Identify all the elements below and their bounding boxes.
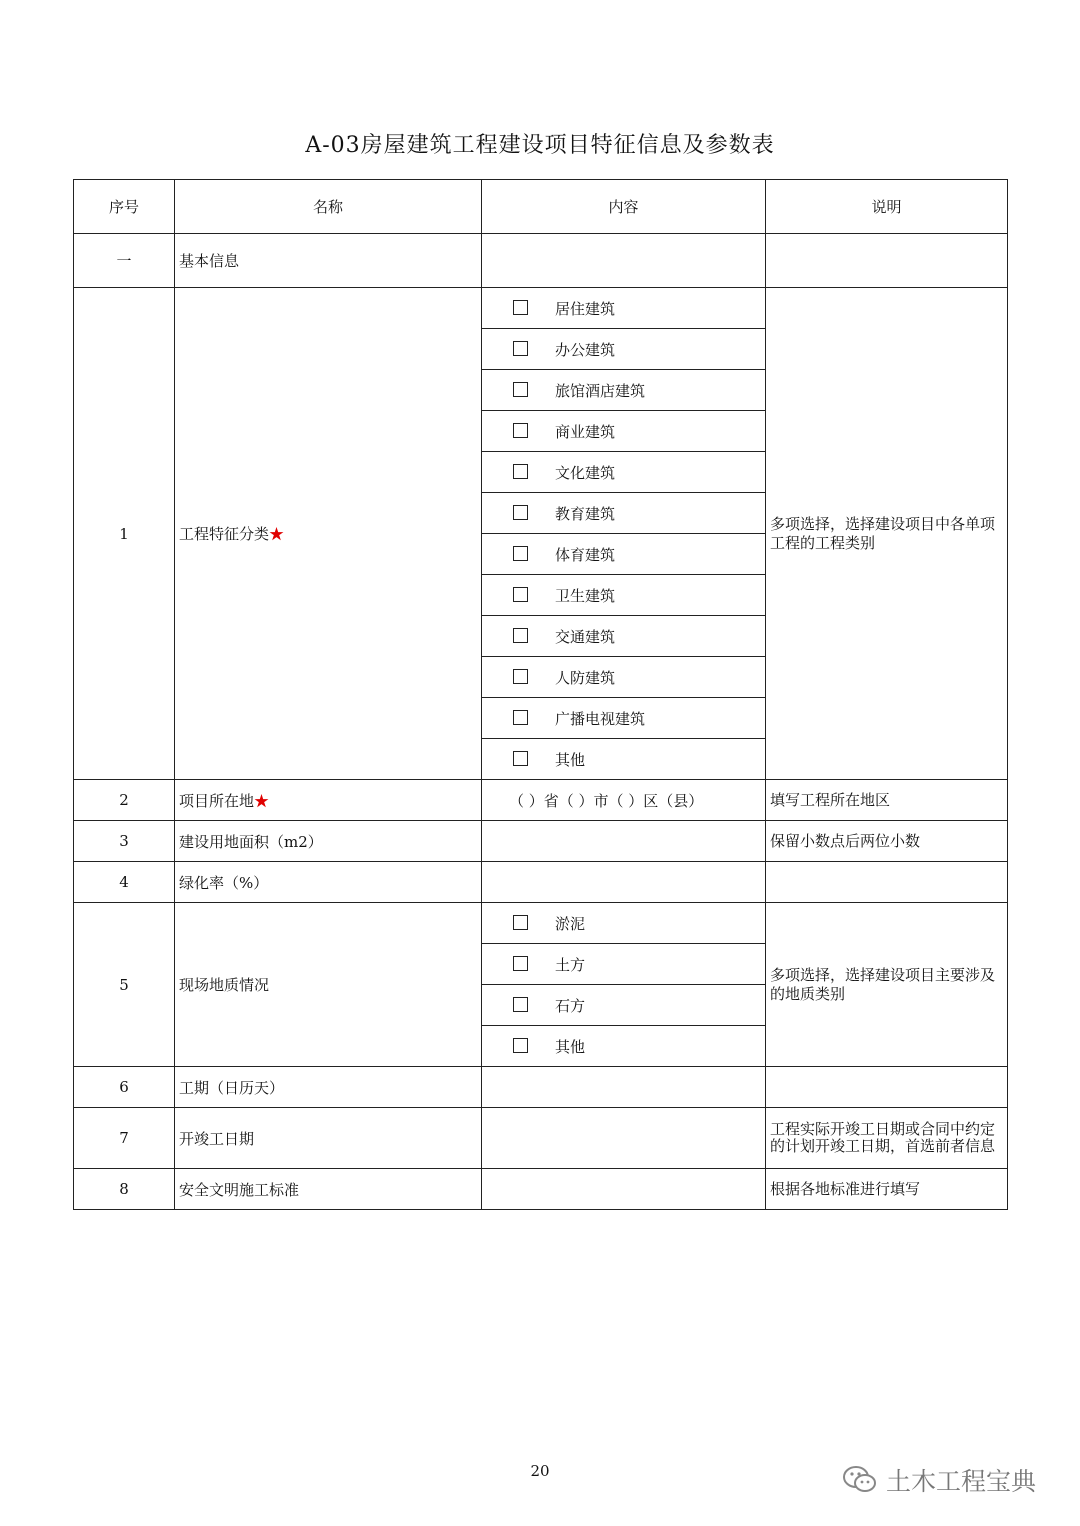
checkbox[interactable] [513, 464, 528, 479]
row-note: 根据各地标准进行填写 [766, 1169, 1008, 1210]
row-seq: 3 [74, 821, 175, 862]
checkbox[interactable] [513, 423, 528, 438]
option-item[interactable] [482, 739, 765, 780]
table-row [74, 1108, 1008, 1169]
option-label: 石方 [555, 996, 586, 1015]
row-seq: 4 [74, 862, 175, 903]
row-note: 多项选择，选择建设项目主要涉及的地质类别 [766, 903, 1008, 1067]
watermark-text: 土木工程宝典 [886, 1467, 1037, 1496]
row-name: 工期（日历天） [175, 1067, 482, 1108]
row-seq: 6 [74, 1067, 175, 1108]
option-label: 旅馆酒店建筑 [555, 381, 646, 400]
checkbox[interactable] [513, 1038, 528, 1053]
option-item[interactable] [482, 616, 765, 657]
table-row [74, 1169, 1008, 1210]
row-name: 安全文明施工标准 [175, 1169, 482, 1210]
row-name [175, 288, 482, 780]
option-item[interactable] [482, 452, 765, 493]
checkbox[interactable] [513, 341, 528, 356]
row-seq: 2 [74, 780, 175, 821]
table-row [74, 1067, 1008, 1108]
row-name-text: 工程特征分类 [179, 525, 270, 543]
row-seq: 8 [74, 1169, 175, 1210]
row-name: 绿化率（%） [175, 862, 482, 903]
page-number: 20 [530, 1462, 550, 1480]
option-list [482, 903, 765, 1066]
checkbox[interactable] [513, 915, 528, 930]
checkbox[interactable] [513, 505, 528, 520]
row-note [766, 862, 1008, 903]
option-item[interactable] [482, 534, 765, 575]
row-seq: 一 [74, 234, 175, 288]
row-note: 多项选择，选择建设项目中各单项工程的工程类别 [766, 288, 1008, 780]
row-content [482, 903, 766, 1067]
page-title: A-03房屋建筑工程建设项目特征信息及参数表 [305, 133, 775, 158]
header-content: 内容 [482, 180, 766, 234]
option-item[interactable] [482, 698, 765, 739]
table-row [74, 821, 1008, 862]
row-name-text: 项目所在地 [179, 791, 255, 810]
checkbox[interactable] [513, 300, 528, 315]
parameter-table [73, 179, 1008, 1210]
required-star-icon: ★ [254, 791, 270, 810]
option-item[interactable] [482, 657, 765, 698]
option-label: 交通建筑 [555, 627, 616, 646]
checkbox[interactable] [513, 751, 528, 766]
checkbox[interactable] [513, 628, 528, 643]
row-name: 建设用地面积（m2） [175, 821, 482, 862]
row-name [175, 780, 482, 821]
row-note: 保留小数点后两位小数 [766, 821, 1008, 862]
option-item[interactable] [482, 1026, 765, 1067]
row-note: 填写工程所在地区 [766, 780, 1008, 821]
wechat-icon [842, 1465, 878, 1495]
option-label: 其他 [555, 750, 586, 769]
option-label: 办公建筑 [555, 340, 616, 359]
row-note: 工程实际开竣工日期或合同中约定的计划开竣工日期，首选前者信息 [766, 1108, 1008, 1169]
row-seq: 1 [74, 288, 175, 780]
option-label: 其他 [555, 1037, 586, 1056]
checkbox[interactable] [513, 669, 528, 684]
option-item[interactable] [482, 329, 765, 370]
option-label: 体育建筑 [555, 545, 616, 564]
option-list [482, 288, 765, 779]
row-note [766, 234, 1008, 288]
row-name: 现场地质情况 [175, 903, 482, 1067]
row-content[interactable] [482, 234, 766, 288]
option-label: 商业建筑 [555, 422, 616, 441]
row-content[interactable] [482, 1067, 766, 1108]
location-field[interactable]: （ ）省（ ）市（ ）区（县） [482, 780, 766, 821]
row-content[interactable] [482, 821, 766, 862]
row-seq: 5 [74, 903, 175, 1067]
row-name: 基本信息 [175, 234, 482, 288]
row-content[interactable] [482, 862, 766, 903]
option-label: 人防建筑 [555, 668, 616, 687]
table-row [74, 862, 1008, 903]
option-item[interactable] [482, 370, 765, 411]
checkbox[interactable] [513, 587, 528, 602]
option-label: 土方 [555, 955, 586, 974]
required-star-icon: ★ [269, 525, 285, 543]
checkbox[interactable] [513, 382, 528, 397]
watermark [842, 1462, 1036, 1498]
row-content [482, 288, 766, 780]
option-item[interactable] [482, 985, 765, 1026]
option-item[interactable] [482, 575, 765, 616]
option-label: 居住建筑 [555, 299, 616, 318]
option-label: 广播电视建筑 [555, 709, 646, 728]
option-item[interactable] [482, 493, 765, 534]
row-content[interactable] [482, 1108, 766, 1169]
table-row [74, 234, 1008, 288]
checkbox[interactable] [513, 546, 528, 561]
checkbox[interactable] [513, 997, 528, 1012]
checkbox[interactable] [513, 956, 528, 971]
option-item[interactable] [482, 288, 765, 329]
header-seq: 序号 [74, 180, 175, 234]
row-content[interactable] [482, 1169, 766, 1210]
table-row [74, 780, 1008, 821]
option-item[interactable] [482, 903, 765, 944]
option-label: 教育建筑 [555, 504, 616, 523]
table-row [74, 288, 1008, 780]
option-item[interactable] [482, 411, 765, 452]
row-name: 开竣工日期 [175, 1108, 482, 1169]
option-item[interactable] [482, 944, 765, 985]
option-label: 卫生建筑 [555, 586, 616, 605]
header-row [74, 180, 1008, 234]
row-seq: 7 [74, 1108, 175, 1169]
header-note: 说明 [766, 180, 1008, 234]
option-label: 文化建筑 [555, 463, 616, 482]
option-label: 淤泥 [555, 914, 586, 933]
row-note [766, 1067, 1008, 1108]
header-name: 名称 [175, 180, 482, 234]
checkbox[interactable] [513, 710, 528, 725]
table-row [74, 903, 1008, 1067]
